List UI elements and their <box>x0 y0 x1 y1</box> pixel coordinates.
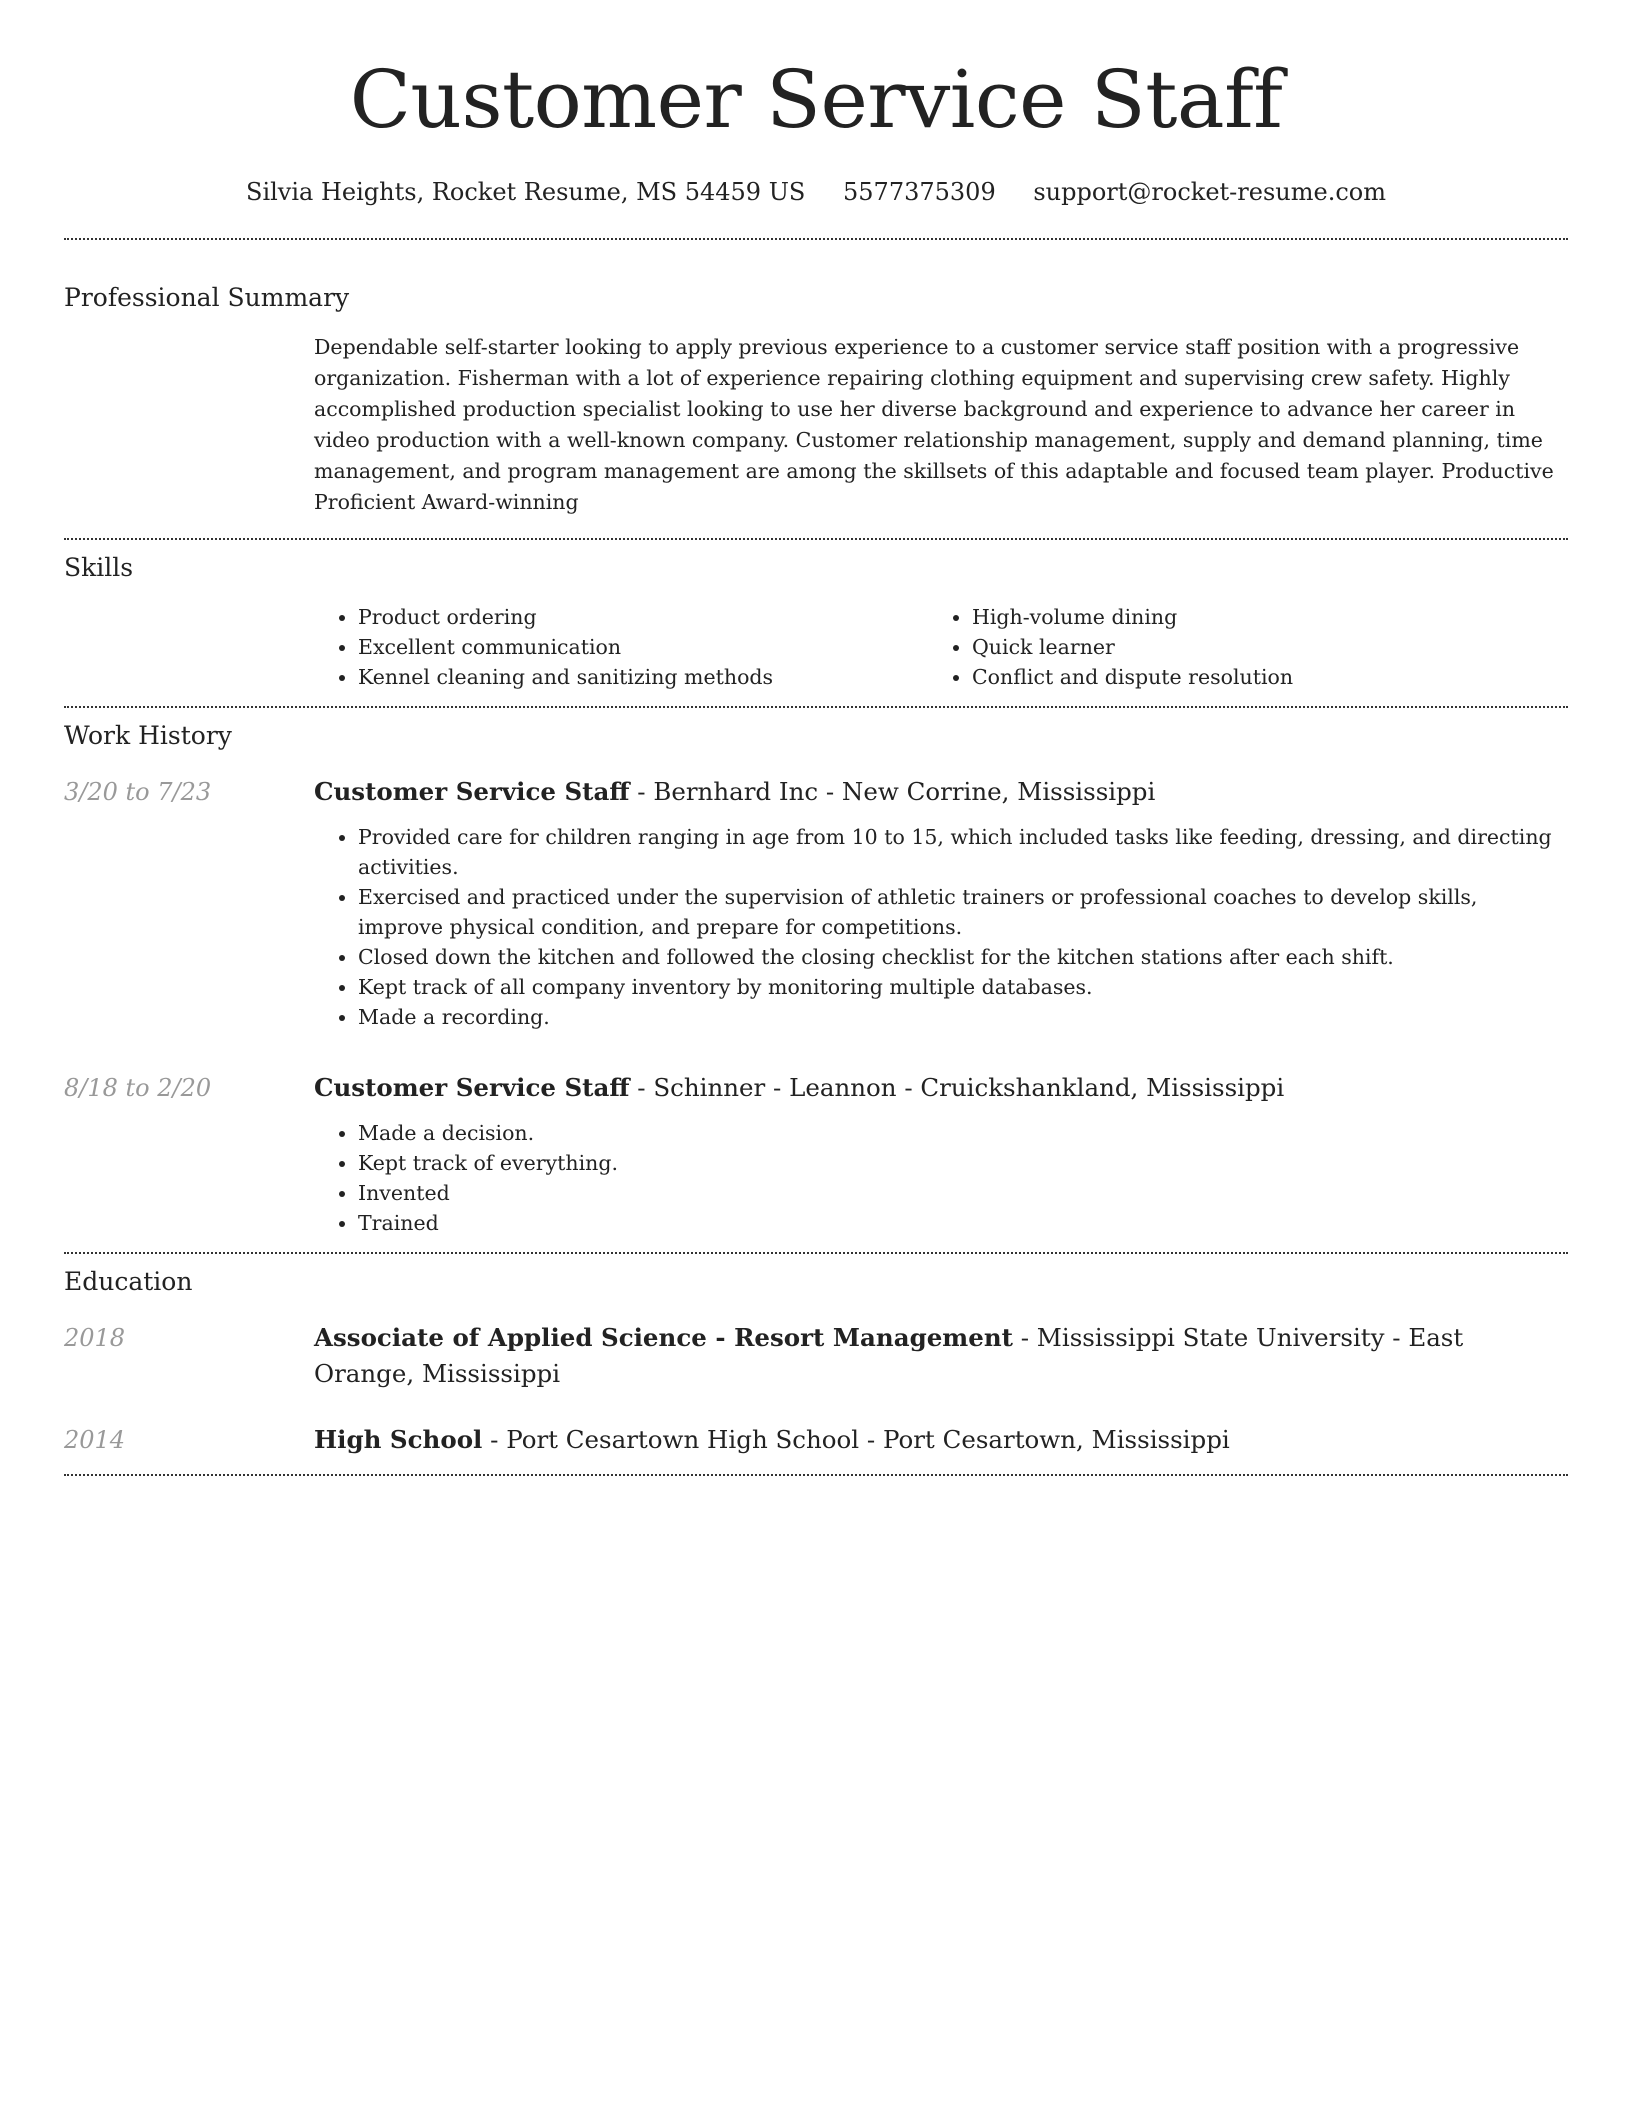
education-heading-line <box>314 1422 1568 1458</box>
skills-list-right <box>928 602 1542 692</box>
skill-item: • Excellent communication <box>358 632 928 662</box>
summary-text: Dependable self-starter looking to apply previous experience to a customer service staff position with a progressive organization. Fisherman with a lot of experience repairing clothing equipment and supervising crew safety. Highly accomplished production specialist looking to use her diverse background and experience to advance her career in video production with a well-known company. Customer relationship management, supply and demand planning, time management, and program management are among the skillsets of this adaptable and focused team player. Productive Proficient Award-winning <box>314 335 1554 514</box>
job-bullets <box>314 1118 1568 1238</box>
job-entry <box>64 774 1568 1032</box>
work-history-heading: Work History <box>64 721 232 750</box>
job-bullet: • Trained <box>358 1208 1568 1238</box>
skill-item: • Quick learner <box>972 632 1542 662</box>
job-bullet: • Kept track of everything. <box>358 1148 1568 1178</box>
education-entry <box>64 1422 1568 1458</box>
skills-list-left <box>314 602 928 692</box>
education-school: - Port Cesartown High School - Port Cesartown, Mississippi <box>482 1425 1230 1454</box>
job-employer: - Bernhard Inc - New Corrine, Mississippi <box>629 777 1156 806</box>
skill-item: • High-volume dining <box>972 602 1542 632</box>
education-school: - Mississippi State University - East Orange, Mississippi <box>314 1323 1464 1388</box>
divider <box>64 538 1568 540</box>
job-bullet: • Kept track of all company inventory by monitoring multiple databases. <box>358 972 1568 1002</box>
education-degree: High School <box>314 1425 483 1454</box>
divider <box>64 1252 1568 1254</box>
job-bullet: • Closed down the kitchen and followed the closing checklist for the kitchen stations after each shift. <box>358 942 1568 972</box>
education-year: 2014 <box>64 1426 126 1454</box>
job-dates: 3/20 to 7/23 <box>64 778 212 806</box>
job-bullet: • Made a decision. <box>358 1118 1568 1148</box>
contact-line <box>64 176 1568 208</box>
divider <box>64 706 1568 708</box>
education-heading: Education <box>64 1267 193 1296</box>
skill-item: • Kennel cleaning and sanitizing methods <box>358 662 928 692</box>
skills-grid <box>314 602 1568 692</box>
job-bullet: • Exercised and practiced under the supervision of athletic trainers or professional coaches to develop skills, improve physical condition, and prepare for competitions. <box>358 882 1568 942</box>
divider <box>64 238 1568 240</box>
education-heading-line <box>314 1320 1568 1392</box>
job-heading <box>314 1070 1568 1106</box>
education-entry <box>64 1320 1568 1392</box>
skills-heading: Skills <box>64 553 134 582</box>
job-bullet: • Invented <box>358 1178 1568 1208</box>
job-role: Customer Service Staff <box>314 777 630 806</box>
job-entry <box>64 1070 1568 1238</box>
job-bullet: • Made a recording. <box>358 1002 1568 1032</box>
skill-item: • Product ordering <box>358 602 928 632</box>
contact-phone: 5577375309 <box>843 178 996 206</box>
job-heading <box>314 774 1568 810</box>
divider <box>64 1474 1568 1476</box>
job-dates: 8/18 to 2/20 <box>64 1074 212 1102</box>
education-year: 2018 <box>64 1324 126 1352</box>
summary-heading: Professional Summary <box>64 283 350 312</box>
contact-address: Silvia Heights, Rocket Resume, MS 54459 US <box>246 178 806 206</box>
job-role: Customer Service Staff <box>314 1073 630 1102</box>
education-degree: Associate of Applied Science - Resort Management <box>314 1323 1013 1352</box>
job-bullet: • Provided care for children ranging in age from 10 to 15, which included tasks like feeding, dressing, and directing activities. <box>358 822 1568 882</box>
resume-name: Customer Service Staff <box>349 53 1283 146</box>
resume-page <box>64 0 1568 1476</box>
job-bullets <box>314 822 1568 1032</box>
contact-email[interactable]: support@rocket-resume.com <box>1033 178 1386 206</box>
job-employer: - Schinner - Leannon - Cruickshankland, Mississippi <box>629 1073 1285 1102</box>
skill-item: • Conflict and dispute resolution <box>972 662 1542 692</box>
